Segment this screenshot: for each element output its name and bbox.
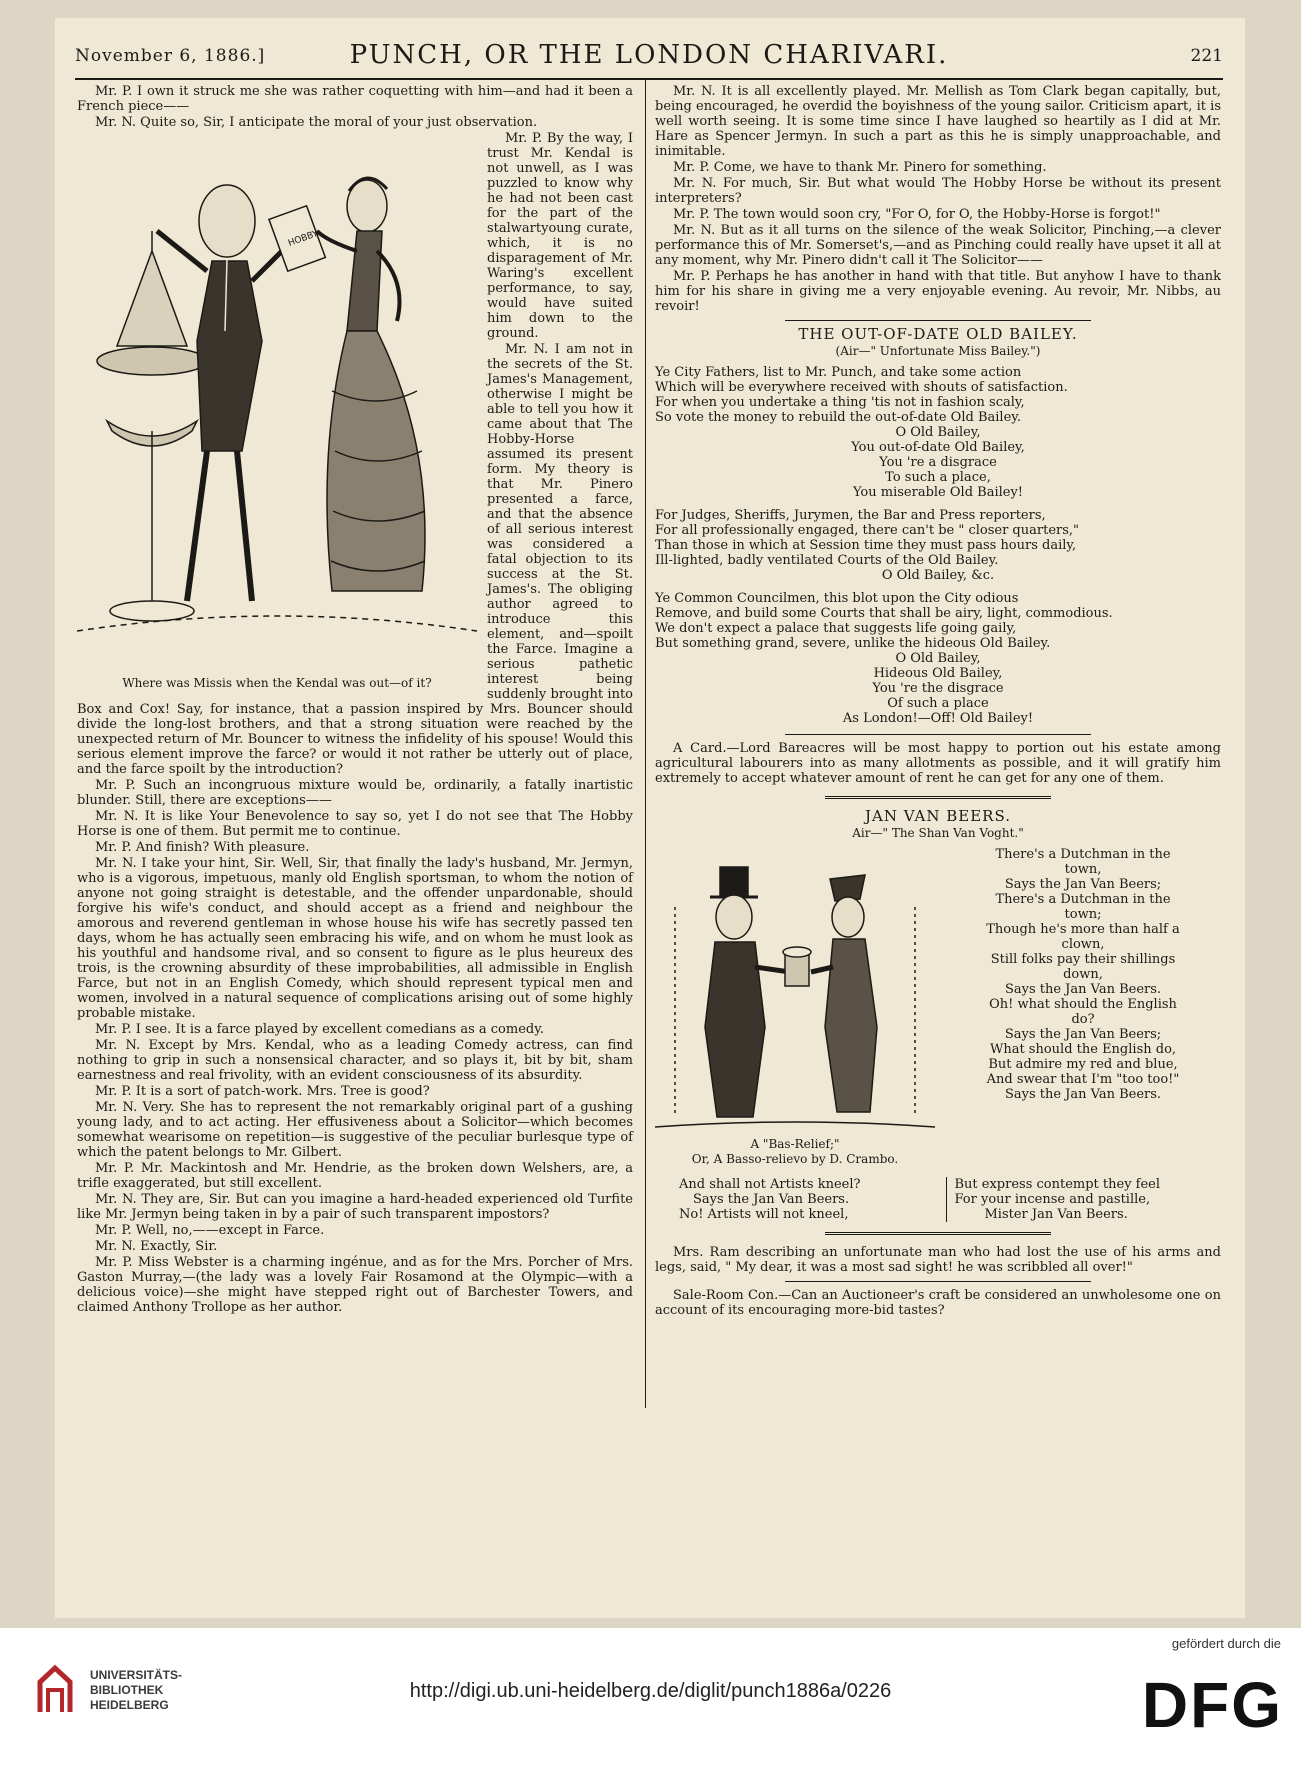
poem-line: Says the Jan Van Beers;: [1004, 877, 1162, 892]
page-header: [75, 32, 1223, 72]
illustration-caption: Where was Missis when the Kendal was out—of it?: [122, 676, 432, 690]
left-paragraph: Mr. N. They are, Sir. But can you imagine a hard-headed experienced old Turfite like Mr. Jermyn being taken in by a pair of such transparent impostors?: [77, 1192, 633, 1222]
left-paragraph: Mr. N. I am not in the secrets of the St. James's Management, otherwise I might be able to tell you how it came about that The Hobby-Horse assumed its present form. My theory is that Mr. Pinero presented a farce, and that the absence of all serious interest was considered a fatal objection to its success at the St. James's. The obliging author agreed to introduce this element, and—spoilt the Farce. Imagine a serious pathetic interest being suddenly brought into Box and Cox! Say, for instance, that a passion inspired by Mrs. Bouncer should divide the long-lost brothers, and that a strong situation were reached by the unexpected return of Mr. Bouncer to witness the infidelity of his spouse! Would this serious element improve the farce? or would it not rather be utterly out of place, and the farce spoilt by the introduction?: [77, 342, 633, 777]
jan-cartoon-drawing: [655, 847, 935, 1172]
poem-line: town;: [1064, 907, 1102, 922]
chorus-line: You 're the disgrace: [872, 681, 1004, 696]
poem-line: But express contempt they feel: [954, 1177, 1161, 1192]
library-line: UNIVERSITÄTS-: [90, 1668, 183, 1682]
poem-line: And swear that I'm "too too!": [986, 1072, 1180, 1087]
jan-caption-2: Or, A Basso-relievo by D. Crambo.: [691, 1152, 899, 1166]
source-url-link[interactable]: http://digi.ub.uni-heidelberg.de/diglit/punch1886a/0226: [409, 1680, 892, 1702]
left-paragraph: Mr. P. Such an incongruous mixture would be, ordinarily, a fatally inartistic blunder. Still, there are exceptions——: [77, 778, 633, 808]
jan-final-verse: [655, 1177, 1221, 1222]
library-line: HEIDELBERG: [90, 1698, 169, 1712]
poem-line: And shall not Artists kneel?: [679, 1177, 861, 1192]
kendal-illustration: [77, 131, 477, 691]
poem-line: Ye City Fathers, list to Mr. Punch, and take some action: [655, 365, 1022, 380]
right-paragraph: Mr. P. Perhaps he has another in hand with that title. But anyhow I have to thank him for his share in giving me a very enjoyable evening. Au revoir, Mr. Nibbs, au revoir!: [655, 269, 1221, 314]
dfg-logo[interactable]: DFG: [1141, 1669, 1283, 1741]
right-paragraph: Mr. P. Come, we have to thank Mr. Pinero for something.: [673, 160, 1047, 175]
poem-line: Still folks pay their shillings: [990, 952, 1176, 967]
poem-line: Than those in which at Session time they must pass hours daily,: [655, 538, 1077, 553]
header-page-number: 221: [1190, 46, 1223, 66]
section-double-rule: [825, 796, 1051, 799]
poem-line: Ye Common Councilmen, this blot upon the City odious: [655, 591, 1019, 606]
chorus-line: You 're a disgrace: [879, 455, 997, 470]
bailey-air: (Air—" Unfortunate Miss Bailey."): [835, 344, 1041, 358]
footer-bar: [0, 1628, 1301, 1783]
jan-final-left: [655, 1177, 947, 1222]
left-paragraph: Mr. N. Exactly, Sir.: [95, 1239, 218, 1254]
poem-line: For when you undertake a thing 'tis not in fashion scaly,: [655, 395, 1025, 410]
poem-line: Says the Jan Van Beers.: [693, 1192, 850, 1207]
jan-title: JAN VAN BEERS.: [864, 807, 1011, 825]
poem-line: There's a Dutchman in the: [995, 847, 1171, 862]
right-paragraph: Mr. N. But as it all turns on the silence of the weak Solicitor, Pinching,—a clever performance this of Mr. Somerset's,—and as Pinching could really have upset it all at any moment, why Mr. Pinero didn't call it The Solicitor——: [655, 223, 1221, 268]
poem-line: There's a Dutchman in the: [995, 892, 1171, 907]
chorus-line: O Old Bailey,: [895, 651, 981, 666]
header-date: November 6, 1886.]: [75, 46, 266, 66]
left-paragraph: Mr. N. Very. She has to represent the not remarkably original part of a gushing young lady, and to act acting. Her effusiveness about a Solicitor—which becomes somewhat wearisome on repetition—is suggestive of the peculiar burlesque type of which the patent belongs to Mr. Gilbert.: [77, 1100, 633, 1160]
kendal-cartoon-drawing: [77, 131, 477, 671]
chorus-line: Hideous Old Bailey,: [873, 666, 1003, 681]
poem-line: Says the Jan Van Beers.: [1004, 982, 1162, 997]
card-paragraph: A Card.—Lord Bareacres will be most happy to portion out his estate among agricultural labourers into as many allotments as possible, and it will gratify him extremely to accept whatever amount of rent he can get for any one of them.: [655, 741, 1221, 786]
right-column: [655, 84, 1221, 1319]
right-paragraph: Mr. N. For much, Sir. But what would The Hobby Horse be without its present interpreters?: [655, 176, 1221, 206]
poem-line: Says the Jan Van Beers;: [1004, 1027, 1162, 1042]
chorus-line: You out-of-date Old Bailey,: [851, 440, 1025, 455]
left-paragraph: Mr. P. I see. It is a farce played by excellent comedians as a comedy.: [95, 1022, 544, 1037]
jan-section: [655, 847, 1221, 1177]
poem-line: Mister Jan Van Beers.: [984, 1207, 1128, 1222]
bailey-verse-2: [655, 508, 1221, 583]
bailey-verse-3: [655, 591, 1221, 726]
poem-line: Though he's more than half a: [986, 922, 1180, 937]
poem-line: do?: [1071, 1012, 1095, 1027]
poem-line: But something grand, severe, unlike the hideous Old Bailey.: [655, 636, 1051, 651]
poem-line: Oh! what should the English: [989, 997, 1177, 1012]
poem-line: For Judges, Sheriffs, Jurymen, the Bar and Press reporters,: [655, 508, 1046, 523]
poem-line: We don't expect a palace that suggests life going gaily,: [655, 621, 1017, 636]
left-paragraph: Mr. P. I own it struck me she was rather coquetting with him—and had it been a French piece——: [77, 84, 633, 114]
poem-line: Ill-lighted, badly ventilated Courts of the Old Bailey.: [655, 553, 999, 568]
poem-line: But admire my red and blue,: [988, 1057, 1178, 1072]
jan-caption-1: A "Bas-Relief;": [750, 1137, 840, 1151]
column-divider: [645, 80, 646, 1408]
left-column: [77, 84, 633, 1316]
bailey-title: THE OUT-OF-DATE OLD BAILEY.: [798, 325, 1078, 343]
poem-line: So vote the money to rebuild the out-of-date Old Bailey.: [655, 410, 1022, 425]
poem-line: No! Artists will not kneel,: [679, 1207, 849, 1222]
chorus-line: O Old Bailey,: [895, 425, 981, 440]
section-rule: [785, 1281, 1091, 1282]
right-paragraph: Mr. P. The town would soon cry, "For O, for O, the Hobby-Horse is forgot!": [673, 207, 1161, 222]
chorus-line: Of such a place: [887, 696, 989, 711]
library-line: BIBLIOTHEK: [90, 1683, 164, 1697]
left-paragraph: Mr. N. Quite so, Sir, I anticipate the moral of your just observation.: [95, 115, 538, 130]
left-paragraph: Mr. N. It is like Your Benevolence to say so, yet I do not see that The Hobby Horse is one of them. But permit me to continue.: [77, 809, 633, 839]
left-paragraph: Mr. P. And finish? With pleasure.: [95, 840, 310, 855]
chorus-line: You miserable Old Bailey!: [852, 485, 1024, 500]
bailey-poem: [655, 365, 1221, 726]
sale-room-paragraph: Sale-Room Con.—Can an Auctioneer's craft be considered an unwholesome one on account of its encouraging more-bid tastes?: [655, 1288, 1221, 1318]
poem-line: What should the English do,: [989, 1042, 1177, 1057]
jan-final-right: [955, 1177, 1222, 1222]
bailey-verse-1: [655, 365, 1221, 500]
mrs-ram-paragraph: Mrs. Ram describing an unfortunate man who had lost the use of his arms and legs, said, " My dear, it was a most sad sight! he was scribbled all over!": [655, 1245, 1221, 1275]
header-rule: [75, 78, 1223, 80]
left-paragraph: Mr. P. Mr. Mackintosh and Mr. Hendrie, as the broken down Welshers, are, a trifle exaggerated, but still excellent.: [77, 1161, 633, 1191]
left-paragraph: Mr. P. Well, no,——except in Farce.: [95, 1223, 325, 1238]
chorus-line: O Old Bailey, &c.: [881, 568, 995, 583]
poem-line: Remove, and build some Courts that shall be airy, light, commodious.: [655, 606, 1113, 621]
poem-line: town,: [1064, 862, 1102, 877]
section-double-rule: [825, 1232, 1051, 1235]
chorus-line: To such a place,: [885, 470, 991, 485]
section-rule: [785, 320, 1091, 321]
poem-line: Says the Jan Van Beers.: [1004, 1087, 1162, 1102]
chorus-line: As London!—Off! Old Bailey!: [842, 711, 1034, 726]
poem-line: For your incense and pastille,: [954, 1192, 1151, 1207]
poem-line: Which will be everywhere received with shouts of satisfaction.: [655, 380, 1068, 395]
poem-line: clown,: [1061, 937, 1105, 952]
section-rule: [785, 734, 1091, 735]
newspaper-page: [55, 18, 1245, 1618]
poem-line: down,: [1063, 967, 1103, 982]
left-paragraph: Mr. N. I take your hint, Sir. Well, Sir, that finally the lady's husband, Mr. Jermyn, who is a vigorous, impetuous, manly old English sportsman, to whom the notion of anyone not going straight is detestable, and the offender unpardonable, should forgive his wife's conduct, and should accept as a friend and neighbour the amorous and reverend gentleman in whose house his wife has secretly passed ten days, whom he has actually seen embracing his wife, and on whom he must look as his youthful and handsome rival, and so consent to figure as le plus heureux des trois, is the crowning absurdity of these improbabilities, all admissible in English Farce, but not in an English Comedy, which should represent typical men and women, involved in a natural sequence of complications arising out of some highly probable mistake.: [77, 856, 633, 1021]
left-paragraph: Mr. N. Except by Mrs. Kendal, who as a leading Comedy actress, can find nothing to grip in such a nonsensical character, and so plays it, bit by bit, sham earnestness and real frivolity, with an evident consciousness of its absurdity.: [77, 1038, 633, 1083]
jan-air: Air—" The Shan Van Voght.": [852, 826, 1024, 840]
left-paragraph: Mr. P. It is a sort of patch-work. Mrs. Tree is good?: [95, 1084, 430, 1099]
header-title: PUNCH, OR THE LONDON CHARIVARI.: [349, 40, 949, 70]
funded-by-text: gefördert durch die: [1171, 1636, 1281, 1651]
book-label: HOBBY: [286, 228, 320, 249]
poem-line: For all professionally engaged, there can't be " closer quarters,": [655, 523, 1080, 538]
jan-verse: [945, 847, 1221, 1102]
left-paragraph: Mr. P. Miss Webster is a charming ingénue, and as for the Mrs. Porcher of Mrs. Gaston Murray,—(the lady was a lovely Fair Rosamond at the Olympic—with a delicious voice)—she might have stepped right out of Barchester Towers, and claimed Anthony Trollope as her author.: [77, 1255, 633, 1315]
left-paragraph: Mr. P. By the way, I trust Mr. Kendal is not unwell, as I was puzzled to know why he had not been cast for the part of the stalwartyoung curate, which, it is no disparagement of Mr. Waring's excellent performance, to say, would have suited him down to the ground.: [487, 131, 633, 341]
right-paragraph: Mr. N. It is all excellently played. Mr. Mellish as Tom Clark began capitally, but, being encouraged, he overdid the boyishness of the young sailor. Criticism apart, it is well worth seeing. It is some time since I have laughed so heartily as I did at Mr. Hare as Spencer Jermyn. In such a part as this he is simply unapproachable, and inimitable.: [655, 84, 1221, 159]
